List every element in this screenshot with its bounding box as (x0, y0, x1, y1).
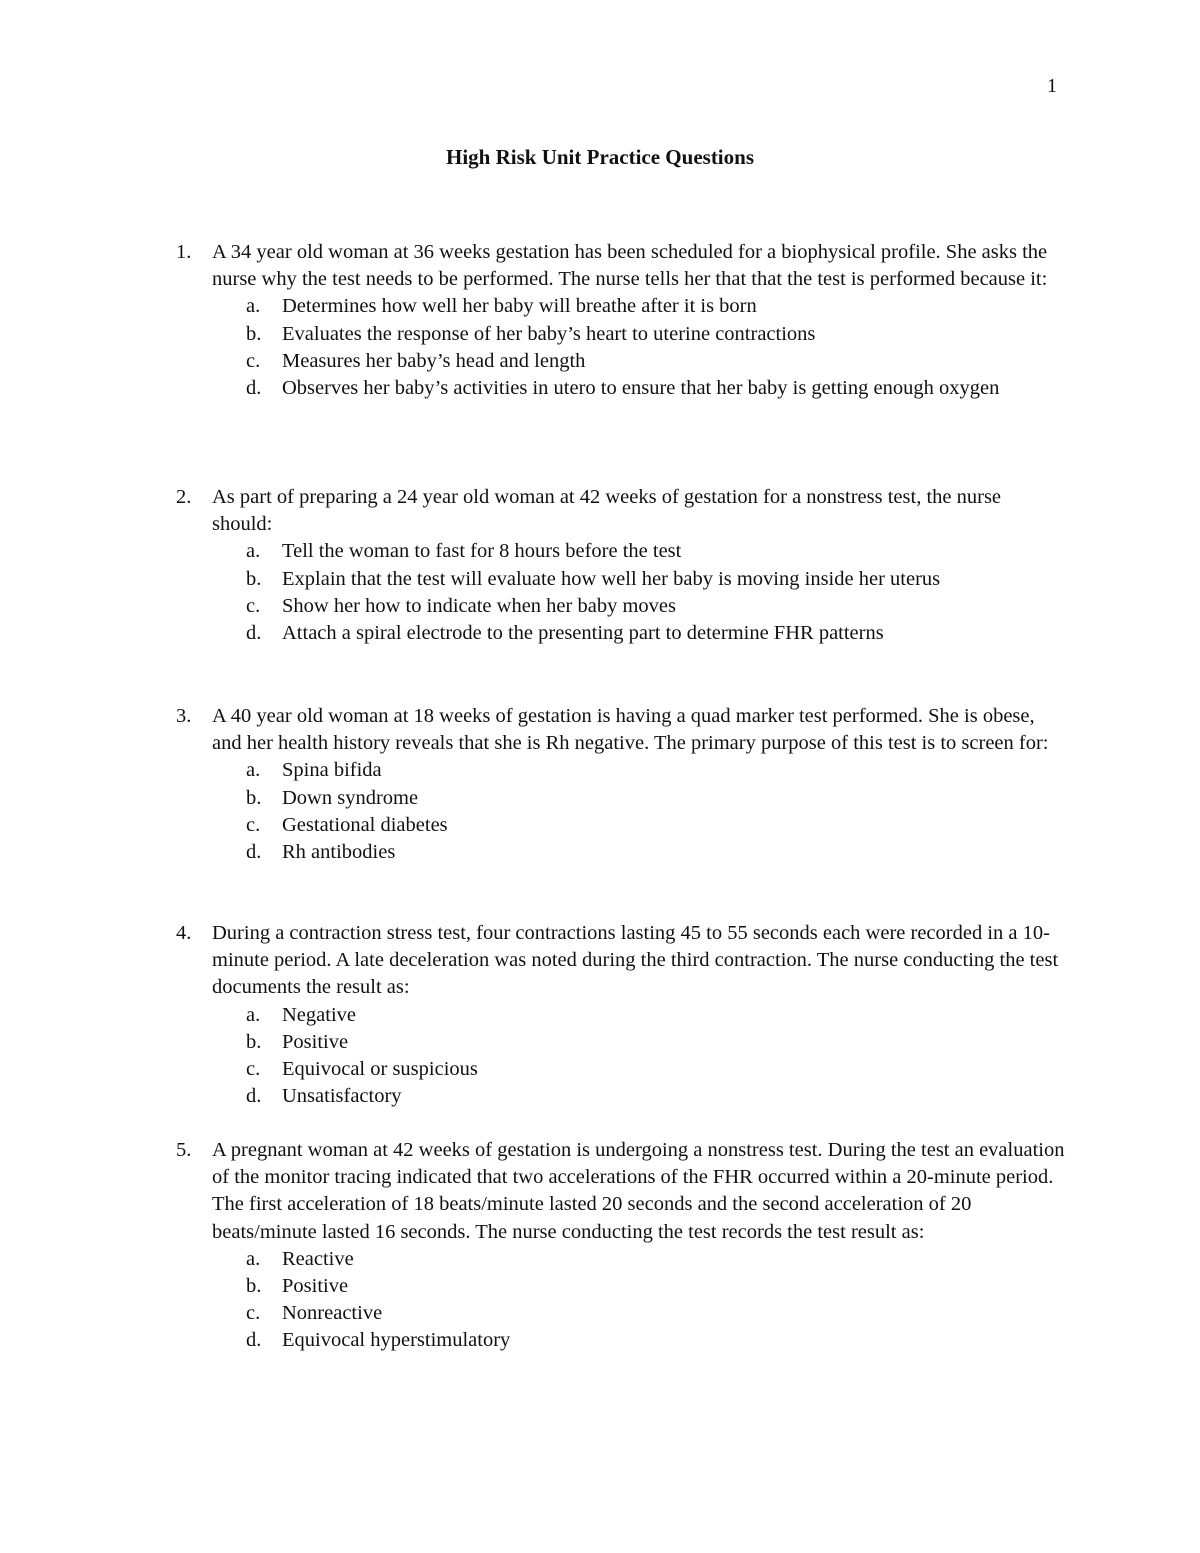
question-number: 2. (176, 486, 192, 508)
option-letter: c. (246, 1302, 261, 1325)
page-number: 1 (1047, 75, 1057, 97)
option-text: Down syndrome (282, 786, 419, 809)
answer-option (176, 757, 1066, 784)
answer-option (176, 593, 1066, 620)
option-letter: c. (246, 1058, 261, 1081)
option-text: Evaluates the response of her baby’s heart to uterine contractions (282, 322, 816, 345)
question-stem-row (176, 484, 1066, 538)
question-stem-row (176, 703, 1066, 757)
document-title: High Risk Unit Practice Questions (446, 145, 754, 169)
answer-option (176, 1300, 1066, 1327)
answer-option (176, 620, 1066, 647)
option-letter: d. (246, 377, 262, 400)
answer-option (176, 538, 1066, 565)
option-text: Equivocal hyperstimulatory (282, 1329, 511, 1352)
answer-option (176, 1273, 1066, 1300)
answer-option (176, 348, 1066, 375)
option-letter: b. (246, 1275, 262, 1298)
question-4 (176, 920, 1066, 1110)
option-letter: b. (246, 567, 262, 590)
option-letter: b. (246, 786, 262, 809)
question-stem: As part of preparing a 24 year old woman at 42 weeks of gestation for a nonstress test, the nurse should: (212, 486, 1002, 536)
question-number: 4. (176, 922, 192, 944)
option-text: Tell the woman to fast for 8 hours before the test (282, 540, 682, 563)
answer-option (176, 293, 1066, 320)
answer-option (176, 785, 1066, 812)
option-text: Positive (282, 1275, 349, 1298)
option-text: Attach a spiral electrode to the presenting part to determine FHR patterns (282, 622, 884, 645)
answer-option (176, 839, 1066, 866)
option-letter: a. (246, 540, 261, 563)
option-letter: d. (246, 1329, 262, 1352)
question-1 (176, 239, 1066, 402)
answer-option (176, 321, 1066, 348)
option-letter: a. (246, 295, 261, 318)
option-letter: c. (246, 349, 261, 372)
option-letter: c. (246, 813, 261, 836)
question-stem-row (176, 239, 1066, 293)
option-text: Gestational diabetes (282, 813, 448, 836)
question-stem-row (176, 920, 1066, 1002)
answer-option (176, 1083, 1066, 1110)
question-stem: A 34 year old woman at 36 weeks gestation has been scheduled for a biophysical profile. She asks the nurse why the test needs to be performed. The nurse tells her that that the test is performed because it: (212, 241, 1048, 291)
question-5 (176, 1137, 1066, 1355)
question-stem: A pregnant woman at 42 weeks of gestation is undergoing a nonstress test. During the test an evaluation of the monitor tracing indicated that two accelerations of the FHR occurred within a 20-minute period. The first acceleration of 18 beats/minute lasted 20 seconds and the second acceleration of 20 beats/minute lasted 16 seconds. The nurse conducting the test records the test result as: (212, 1139, 1065, 1243)
question-number: 5. (176, 1139, 192, 1161)
option-text: Explain that the test will evaluate how well her baby is moving inside her uterus (282, 567, 941, 590)
option-text: Show her how to indicate when her baby moves (282, 594, 676, 617)
option-letter: d. (246, 841, 262, 864)
option-letter: a. (246, 1247, 261, 1270)
question-stem-row (176, 1137, 1066, 1246)
option-text: Equivocal or suspicious (282, 1058, 478, 1081)
option-letter: a. (246, 1003, 261, 1026)
answer-option (176, 566, 1066, 593)
option-letter: b. (246, 322, 262, 345)
option-text: Positive (282, 1030, 349, 1053)
answer-option (176, 1002, 1066, 1029)
option-letter: b. (246, 1030, 262, 1053)
option-letter: d. (246, 622, 262, 645)
option-text: Negative (282, 1003, 356, 1026)
option-text: Reactive (282, 1247, 354, 1270)
option-text: Measures her baby’s head and length (282, 349, 586, 372)
option-text: Observes her baby’s activities in utero to ensure that her baby is getting enough oxygen (282, 377, 1000, 400)
option-letter: a. (246, 759, 261, 782)
answer-option (176, 812, 1066, 839)
question-3 (176, 703, 1066, 866)
option-letter: d. (246, 1085, 262, 1108)
option-text: Rh antibodies (282, 841, 396, 864)
answer-option (176, 375, 1066, 402)
question-number: 3. (176, 705, 192, 727)
question-stem: A 40 year old woman at 18 weeks of gestation is having a quad marker test performed. She is obese, and her health history reveals that she is Rh negative. The primary purpose of this test is to screen for: (212, 705, 1049, 755)
answer-option (176, 1246, 1066, 1273)
answer-option (176, 1327, 1066, 1354)
answer-option (176, 1056, 1066, 1083)
answer-option (176, 1029, 1066, 1056)
option-text: Nonreactive (282, 1302, 383, 1325)
option-text: Unsatisfactory (282, 1085, 402, 1108)
question-2 (176, 484, 1066, 647)
option-text: Determines how well her baby will breathe after it is born (282, 295, 757, 318)
option-letter: c. (246, 594, 261, 617)
option-text: Spina bifida (282, 759, 382, 782)
question-number: 1. (176, 241, 192, 263)
question-stem: During a contraction stress test, four contractions lasting 45 to 55 seconds each were recorded in a 10-minute period. A late deceleration was noted during the third contraction. The nurse conducting the test documents the result as: (212, 922, 1059, 999)
